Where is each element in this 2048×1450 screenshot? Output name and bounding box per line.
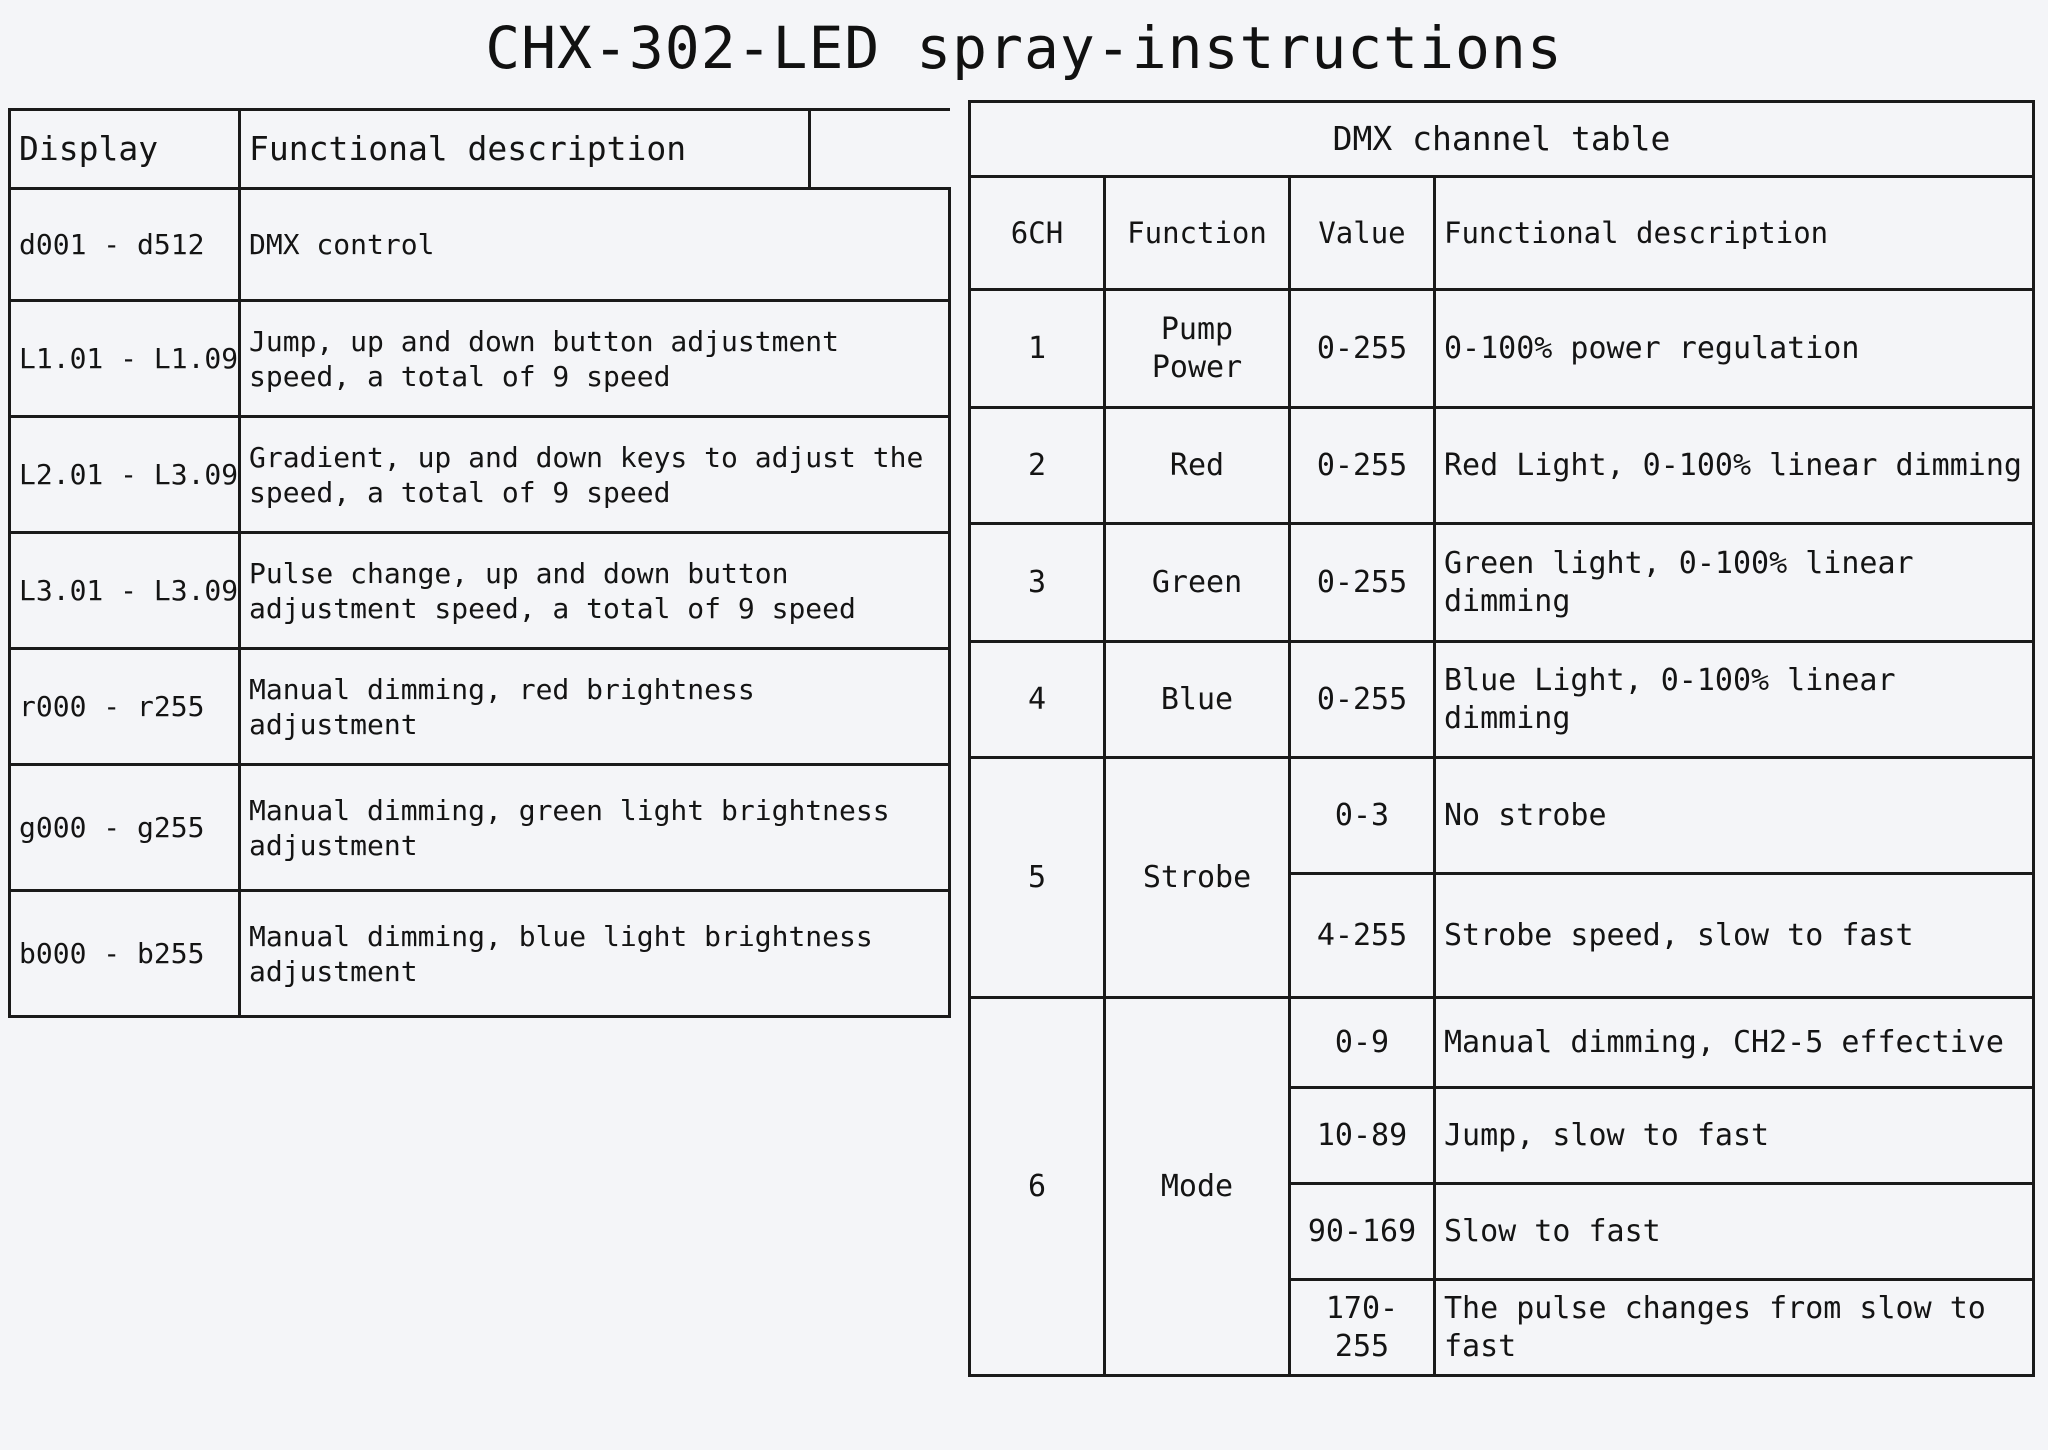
display-description: DMX control xyxy=(240,189,950,301)
table-row xyxy=(10,891,950,1017)
channel-value: 0-255 xyxy=(1290,524,1435,642)
channel-value: 0-3 xyxy=(1290,758,1435,874)
dmx-header-row xyxy=(970,177,2034,290)
channel-function: Red xyxy=(1105,408,1290,524)
page-title: CHX-302-LED spray-instructions xyxy=(485,14,1563,82)
channel-description: Jump, slow to fast xyxy=(1435,1088,2034,1184)
header-spacer xyxy=(810,110,950,189)
table-row xyxy=(10,649,950,765)
channel-value: 4-255 xyxy=(1290,874,1435,998)
channel-value: 0-255 xyxy=(1290,642,1435,758)
channel-number: 1 xyxy=(970,290,1105,408)
table-row xyxy=(970,524,2034,642)
display-code: L2.01 - L3.09 xyxy=(10,417,240,533)
display-description: Jump, up and down button adjustment speed, a total of 9 speed xyxy=(240,301,950,417)
table-row xyxy=(10,417,950,533)
value-header: Value xyxy=(1290,177,1435,290)
channel-value: 10-89 xyxy=(1290,1088,1435,1184)
channel-description: Manual dimming, CH2-5 effective xyxy=(1435,998,2034,1088)
channel-function: Mode xyxy=(1105,998,1290,1376)
dmx-title-row xyxy=(970,102,2034,177)
channel-number: 5 xyxy=(970,758,1105,998)
table-row xyxy=(10,301,950,417)
display-description: Gradient, up and down keys to adjust the speed, a total of 9 speed xyxy=(240,417,950,533)
display-table xyxy=(8,108,951,1018)
table-row xyxy=(970,290,2034,408)
channel-number: 6 xyxy=(970,998,1105,1376)
display-description: Manual dimming, red brightness adjustment xyxy=(240,649,950,765)
channel-description: 0-100% power regulation xyxy=(1435,290,2034,408)
display-code: L3.01 - L3.09 xyxy=(10,533,240,649)
channel-number: 3 xyxy=(970,524,1105,642)
functional-description-header: Functional description xyxy=(1435,177,2034,290)
channel-description: Blue Light, 0-100% linear dimming xyxy=(1435,642,2034,758)
channel-function: Green xyxy=(1105,524,1290,642)
table-row xyxy=(10,765,950,891)
description-header: Functional description xyxy=(240,110,810,189)
display-header: Display xyxy=(10,110,240,189)
channel-description: Strobe speed, slow to fast xyxy=(1435,874,2034,998)
channel-function: Pump Power xyxy=(1105,290,1290,408)
display-code: r000 - r255 xyxy=(10,649,240,765)
dmx-channel-table xyxy=(968,100,2035,1377)
display-table-header-row xyxy=(10,110,950,189)
display-description: Pulse change, up and down button adjustment speed, a total of 9 speed xyxy=(240,533,950,649)
channel-value: 0-9 xyxy=(1290,998,1435,1088)
display-description: Manual dimming, blue light brightness adjustment xyxy=(240,891,950,1017)
display-code: b000 - b255 xyxy=(10,891,240,1017)
channel-description: Green light, 0-100% linear dimming xyxy=(1435,524,2034,642)
table-row xyxy=(10,533,950,649)
dmx-table-title: DMX channel table xyxy=(970,102,2034,177)
display-description: Manual dimming, green light brightness adjustment xyxy=(240,765,950,891)
display-code: d001 - d512 xyxy=(10,189,240,301)
channel-description: No strobe xyxy=(1435,758,2034,874)
channel-description: Slow to fast xyxy=(1435,1184,2034,1280)
display-code: g000 - g255 xyxy=(10,765,240,891)
channel-value: 170-255 xyxy=(1290,1280,1435,1376)
table-row xyxy=(970,998,2034,1088)
channel-number: 2 xyxy=(970,408,1105,524)
channel-value: 0-255 xyxy=(1290,290,1435,408)
table-row xyxy=(970,408,2034,524)
channel-value: 0-255 xyxy=(1290,408,1435,524)
display-code: L1.01 - L1.09 xyxy=(10,301,240,417)
channel-value: 90-169 xyxy=(1290,1184,1435,1280)
channel-function: Strobe xyxy=(1105,758,1290,998)
table-row xyxy=(10,189,950,301)
table-row xyxy=(970,642,2034,758)
channel-description: Red Light, 0-100% linear dimming xyxy=(1435,408,2034,524)
table-row xyxy=(970,758,2034,874)
channel-description: The pulse changes from slow to fast xyxy=(1435,1280,2034,1376)
channel-number: 4 xyxy=(970,642,1105,758)
channel-function: Blue xyxy=(1105,642,1290,758)
function-header: Function xyxy=(1105,177,1290,290)
channel-header: 6CH xyxy=(970,177,1105,290)
